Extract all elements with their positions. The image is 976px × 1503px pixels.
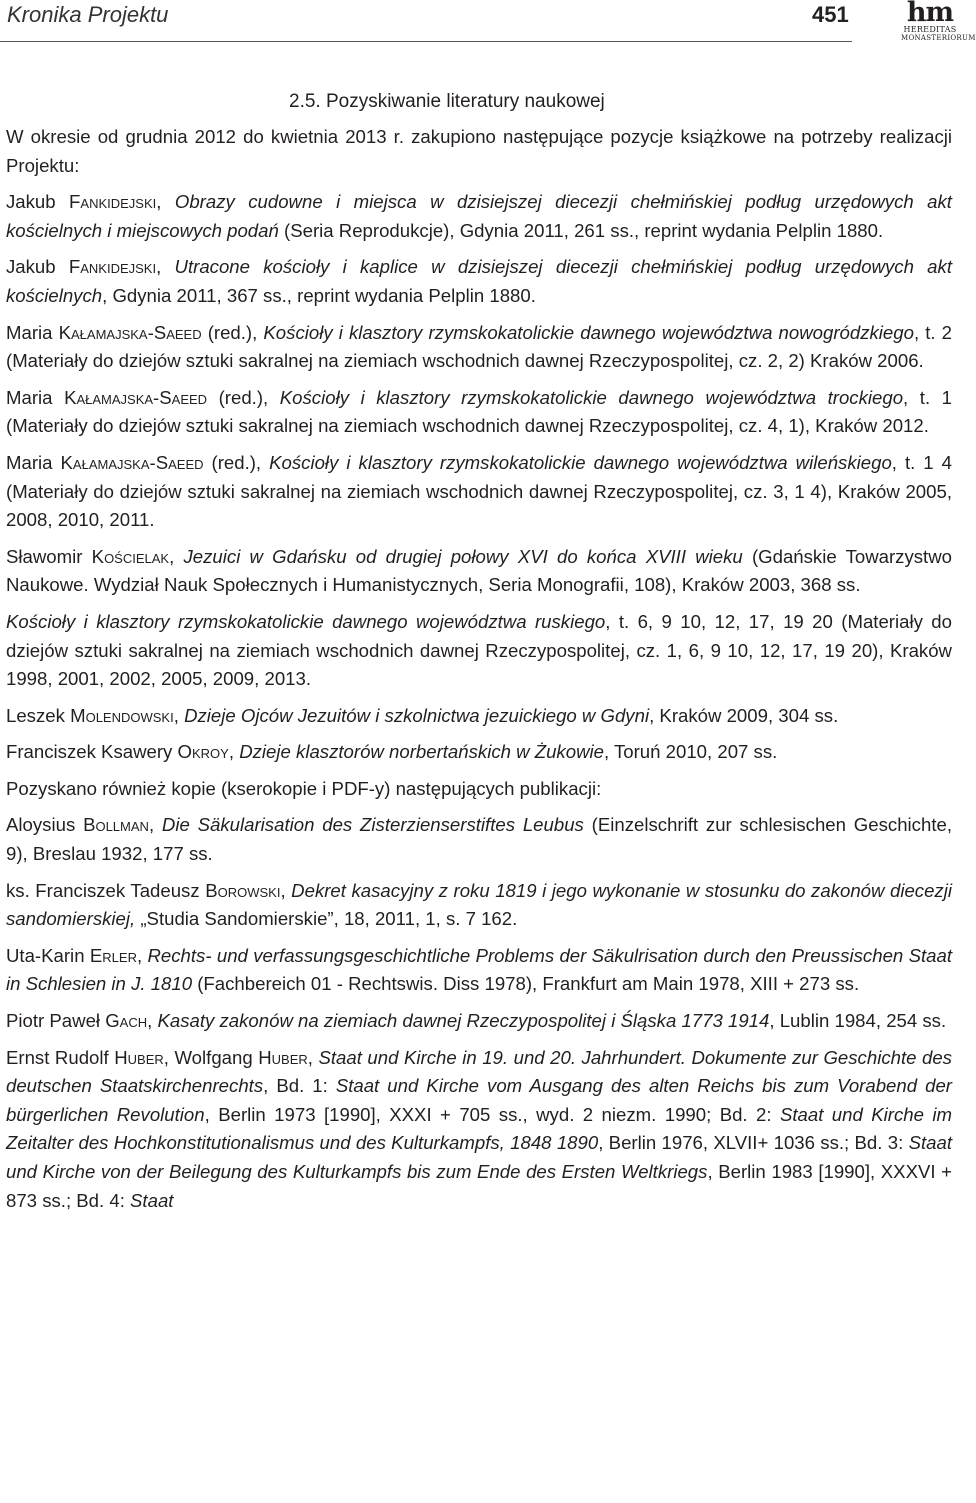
bib-entry: Jakub Fankidejski, Obrazy cudowne i miejsca w dzisiejszej diecezji chełmińskiej podług urzędowych akt kościelnych i miejscowych podań (Seria Reprodukcje), Gdynia 2011, 261 ss., reprint wydania Pelplin 1880.: [6, 191, 952, 241]
header-rule: [0, 41, 852, 42]
bib-entry: Maria Kałamajska-Saeed (red.), Kościoły i klasztory rzymskokatolickie dawnego województwa wileńskiego, t. 1 4 (Materiały do dziejów sztuki sakralnej na ziemiach wschodnich dawnej Rzeczypospolitej, cz. 3, 1 4), Kraków 2005, 2008, 2010, 2011.: [6, 451, 952, 531]
bib-entry: Franciszek Ksawery Okroy, Dzieje klasztorów norbertańskich w Żukowie, Toruń 2010, 207 ss.: [6, 741, 778, 763]
copies-intro-paragraph: Pozyskano również kopie (kserokopie i PDF-y) następujących publikacji:: [6, 777, 602, 799]
bib-entry: Kościoły i klasztory rzymskokatolickie dawnego województwa ruskiego, t. 6, 9 10, 12, 17, 19 20 (Materiały do dziejów sztuki sakralnej na ziemiach wschodnich dawnej Rzeczypospolitej, cz. 1, 6, 9 10, 12, 17, 19 20), Kraków 1998, 2001, 2002, 2005, 2009, 2013.: [6, 610, 952, 690]
bib-entry: ks. Franciszek Tadeusz Borowski, Dekret kasacyjny z roku 1819 i jego wykonanie w stosunku do zakonów diecezji sandomierskiej, „Studia Sandomierskie”, 18, 2011, 1, s. 7 162.: [6, 879, 952, 930]
running-title: Kronika Projektu: [7, 2, 169, 27]
bib-entry: Jakub Fankidejski, Utracone kościoły i kaplice w dzisiejszej diecezji chełmińskiej podług urzędowych akt kościelnych, Gdynia 2011, 367 ss., reprint wydania Pelplin 1880.: [6, 256, 952, 306]
section-heading: 2.5. Pozyskiwanie literatury naukowej: [289, 91, 605, 112]
bib-entry: Uta-Karin Erler, Rechts- und verfassungsgeschichtliche Problems der Säkulrisation durch den Preussischen Staat in Schlesien in J. 1810 (Fachbereich 01 - Rechtswis. Diss 1978), Frankfurt am Main 1978, XIII + 273 ss.: [6, 944, 952, 995]
bib-entry: Piotr Paweł Gach, Kasaty zakonów na ziemiach dawnej Rzeczypospolitej i Śląska 1773 1914, Lublin 1984, 254 ss.: [6, 1010, 947, 1032]
page-content: [6, 90, 952, 1223]
logo-line-1: HEREDITAS: [903, 25, 957, 34]
page-header: [0, 0, 976, 48]
hereditas-monasteriorum-logo: [901, 0, 976, 44]
logo-mark: hm: [906, 0, 954, 28]
bib-entry: Leszek Molendowski, Dzieje Ojców Jezuitów i szkolnictwa jezuickiego w Gdyni, Kraków 2009, 304 ss.: [6, 704, 839, 726]
page-number: 451: [812, 2, 849, 27]
bib-entry-huber: Ernst Rudolf Huber, Wolfgang Huber, Staat und Kirche in 19. und 20. Jahrhundert. Dokumente zur Geschichte des deutschen Staatskirchenrechts, Bd. 1: Staat und Kirche vom Ausgang des alten Reichs bis zum Vorabend der bürgerlichen Revolution, Berlin 1973 [1990], XXXI + 705 ss., wyd. 2 niezm. 1990; Bd. 2: Staat und Kirche im Zeitalter des Hochkonstitutionalismus und des Kulturkampfs, 1848 1890, Berlin 1976, XLVII+ 1036 ss.; Bd. 3: Staat und Kirche von der Beilegung des Kulturkampfs bis zum Ende des Ersten Weltkriegs, Berlin 1983 [1990], XXXVI + 873 ss.; Bd. 4: Staat: [6, 1046, 953, 1211]
bib-entry: Aloysius Bollman, Die Säkularisation des Zisterzienserstiftes Leubus (Einzelschrift zur schlesischen Geschichte, 9), Breslau 1932, 177 ss.: [6, 814, 952, 865]
bib-entry: Maria Kałamajska-Saeed (red.), Kościoły i klasztory rzymskokatolickie dawnego województwa trockiego, t. 1 (Materiały do dziejów sztuki sakralnej na ziemiach wschodnich dawnej Rzeczypospolitej, cz. 4, 1), Kraków 2012.: [6, 386, 953, 437]
copies-list: [6, 811, 952, 1215]
bib-entry: Maria Kałamajska-Saeed (red.), Kościoły i klasztory rzymskokatolickie dawnego województwa nowogródzkiego, t. 2 (Materiały do dziejów sztuki sakralnej na ziemiach wschodnich dawnej Rzeczypospolitej, cz. 2, 2) Kraków 2006.: [6, 321, 952, 372]
bib-entry: Sławomir Kościelak, Jezuici w Gdańsku od drugiej połowy XVI do końca XVIII wieku (Gdańskie Towarzystwo Naukowe. Wydział Nauk Społecznych i Humanistycznych, Seria Monografii, 108), Kraków 2003, 368 ss.: [6, 545, 952, 596]
purchased-list: [6, 188, 952, 767]
intro-paragraph: W okresie od grudnia 2012 do kwietnia 2013 r. zakupiono następujące pozycje książkowe na potrzeby realizacji Projektu:: [6, 126, 952, 176]
logo-line-2: MONASTERIORUM: [901, 34, 976, 42]
